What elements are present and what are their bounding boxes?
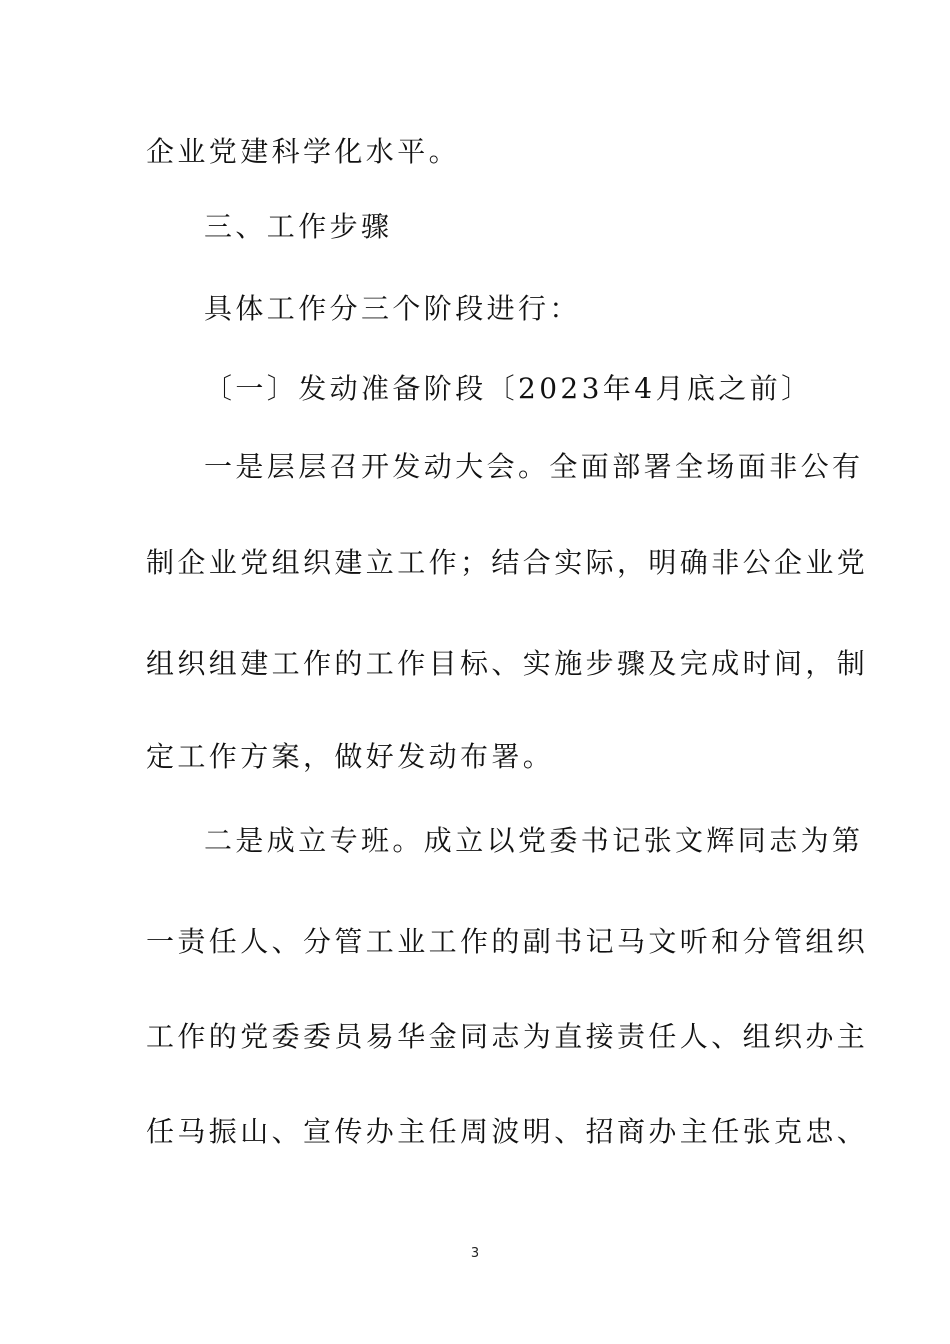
page-number: 3 (470, 1246, 480, 1261)
body-line: 具体工作分三个阶段进行： (204, 292, 581, 325)
subsection-heading: 〔一〕发动准备阶段〔2023年4月底之前〕 (204, 372, 813, 405)
body-line: 定工作方案，做好发动布署。 (146, 740, 555, 773)
section-heading: 三、工作步骤 (204, 210, 393, 243)
paragraph-first-line: 二是成立专班。成立以党委书记张文辉同志为第 (204, 824, 864, 857)
paragraph-first-line: 一是层层召开发动大会。全面部署全场面非公有 (204, 450, 864, 483)
body-line: 企业党建科学化水平。 (146, 135, 461, 168)
body-line: 工作的党委委员易华金同志为直接责任人、组织办主 (146, 1020, 869, 1053)
body-line: 制企业党组织建立工作；结合实际，明确非公企业党 (146, 546, 869, 579)
body-line: 组织组建工作的工作目标、实施步骤及完成时间，制 (146, 647, 869, 680)
body-line: 一责任人、分管工业工作的副书记马文听和分管组织 (146, 925, 869, 958)
body-line: 任马振山、宣传办主任周波明、招商办主任张克忠、 (146, 1115, 869, 1148)
